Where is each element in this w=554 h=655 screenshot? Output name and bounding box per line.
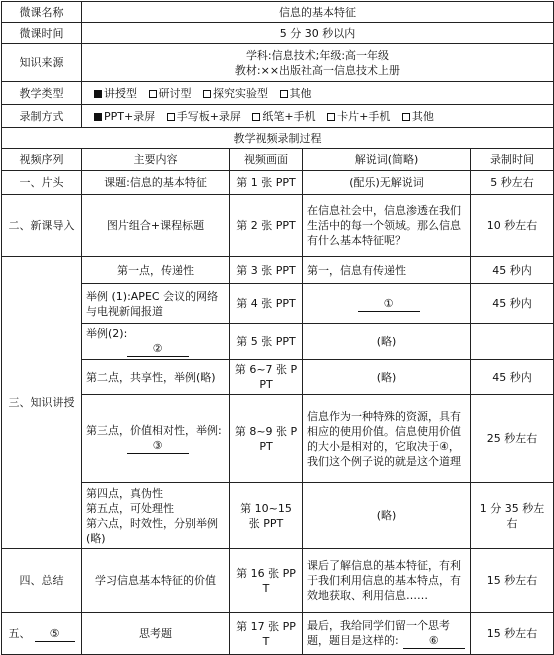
type-row [2, 82, 554, 105]
row5-time [471, 324, 554, 360]
record-checkbox-other [402, 113, 410, 121]
table-row [2, 395, 554, 483]
row5-content [82, 324, 230, 360]
type-option-lecture: 讲授型 [104, 86, 137, 100]
source-line-2: 教材:××出版社高一信息技术上册 [234, 63, 401, 77]
time-row [2, 23, 554, 44]
row3-time: 45 秒内 [471, 257, 554, 284]
row8-content [82, 483, 230, 549]
type-option-other: 其他 [289, 86, 312, 100]
row1-narration: (配乐)无解说词 [303, 171, 471, 195]
row1-content: 课题:信息的基本特征 [82, 171, 230, 195]
micro-lesson-table [1, 1, 554, 655]
source-label: 知识来源 [2, 44, 82, 82]
row6-content: 第二点，共享性，举例(略) [82, 360, 230, 395]
record-checkbox-paper [252, 113, 260, 121]
row9-sequence: 四、总结 [2, 549, 82, 613]
row5-content-label: 举例(2): [86, 327, 128, 340]
type-checkbox-lecture [94, 90, 102, 98]
row8-screen: 第 10~15 张 PPT [230, 483, 303, 549]
blank-6: ⑥ [403, 633, 465, 649]
table-row [2, 613, 554, 655]
table-row [2, 171, 554, 195]
row1-sequence: 一、片头 [2, 171, 82, 195]
record-checkbox-card [327, 113, 335, 121]
row6-time: 45 秒内 [471, 360, 554, 395]
row10-narration [303, 613, 471, 655]
col-header-sequence: 视频序列 [2, 149, 82, 171]
type-checkbox-discussion [149, 90, 157, 98]
source-line-1: 学科:信息技术;年级:高一年级 [245, 48, 390, 62]
source-value [82, 44, 554, 82]
blank-5: ⑤ [35, 626, 75, 642]
record-options [82, 105, 554, 128]
row6-screen: 第 6~7 张 PPT [230, 360, 303, 395]
title-value: 信息的基本特征 [82, 2, 554, 23]
table-row [2, 195, 554, 257]
table-row [2, 257, 554, 284]
record-option-other: 其他 [411, 109, 434, 123]
time-label: 微课时间 [2, 23, 82, 44]
row10-screen: 第 17 张 PPT [230, 613, 303, 655]
row9-narration: 课后了解信息的基本特征，有利于我们利用信息的基本特点，有效地获取、利用信息…… [303, 549, 471, 613]
record-option-card: 卡片+手机 [337, 109, 391, 123]
row10-time: 15 秒左右 [471, 613, 554, 655]
type-checkbox-inquiry [203, 90, 211, 98]
row7-content-label: 第三点，价值相对性，举例: [86, 424, 222, 437]
row3-sequence: 三、知识讲授 [2, 257, 82, 549]
type-checkbox-other [280, 90, 288, 98]
row10-sequence-label: 五、 [8, 626, 31, 640]
row6-narration: (略) [303, 360, 471, 395]
col-header-time: 录制时间 [471, 149, 554, 171]
table-row [2, 284, 554, 324]
row1-time: 5 秒左右 [471, 171, 554, 195]
record-option-tablet: 手写板+录屏 [176, 109, 241, 123]
row10-narration-text: 最后，我给同学们留一个思考题，题目是这样的: [307, 619, 450, 647]
type-options [82, 82, 554, 105]
col-header-screen: 视频画面 [230, 149, 303, 171]
table-row [2, 360, 554, 395]
blank-1: ① [358, 296, 420, 312]
title-row [2, 2, 554, 23]
row2-narration: 在信息社会中，信息渗透在我们生活中的每一个领域。那么信息有什么基本特征呢？ [303, 195, 471, 257]
type-label: 教学类型 [2, 82, 82, 105]
row4-narration [303, 284, 471, 324]
row8-content-line-3: 第六点，时效性，分别举例(略) [86, 516, 218, 545]
table-row [2, 324, 554, 360]
row10-sequence [2, 613, 82, 655]
row2-screen: 第 2 张 PPT [230, 195, 303, 257]
row2-sequence: 二、新课导入 [2, 195, 82, 257]
column-header-row [2, 149, 554, 171]
row8-time: 1 分 35 秒左右 [471, 483, 554, 549]
row10-content: 思考题 [82, 613, 230, 655]
row9-time: 15 秒左右 [471, 549, 554, 613]
row8-content-line-2: 第五点，可处理性 [86, 501, 174, 515]
row7-content [82, 395, 230, 483]
process-title: 教学视频录制过程 [2, 128, 554, 149]
type-option-inquiry: 探究实验型 [213, 86, 268, 100]
record-row [2, 105, 554, 128]
type-option-discussion: 研讨型 [158, 86, 192, 100]
process-title-row [2, 128, 554, 149]
row8-narration: (略) [303, 483, 471, 549]
table-row [2, 483, 554, 549]
row4-screen: 第 4 张 PPT [230, 284, 303, 324]
row3-screen: 第 3 张 PPT [230, 257, 303, 284]
table-row [2, 549, 554, 613]
row3-narration: 第一，信息有传递性 [303, 257, 471, 284]
title-label: 微课名称 [2, 2, 82, 23]
row8-content-line-1: 第四点，真伪性 [86, 486, 163, 500]
row2-time: 10 秒左右 [471, 195, 554, 257]
record-checkbox-ppt [94, 113, 102, 121]
row5-narration: (略) [303, 324, 471, 360]
record-option-ppt: PPT+录屏 [104, 109, 156, 123]
blank-3: ③ [127, 438, 189, 454]
row4-time: 45 秒内 [471, 284, 554, 324]
row7-screen: 第 8~9 张 PPT [230, 395, 303, 483]
record-label: 录制方式 [2, 105, 82, 128]
row1-screen: 第 1 张 PPT [230, 171, 303, 195]
lesson-plan-table-page [0, 1, 554, 650]
row5-screen: 第 5 张 PPT [230, 324, 303, 360]
row7-time: 25 秒左右 [471, 395, 554, 483]
row3-content: 第一点，传递性 [82, 257, 230, 284]
col-header-narration: 解说词(简略) [303, 149, 471, 171]
record-option-paper: 纸笔+手机 [262, 109, 316, 123]
record-checkbox-tablet [167, 113, 175, 121]
blank-2: ② [127, 341, 189, 357]
row9-content: 学习信息基本特征的价值 [82, 549, 230, 613]
row7-narration: 信息作为一种特殊的资源，具有相应的使用价值。信息使用价值的大小是相对的，它取决于④，我们这个例子说的就是这个道理 [303, 395, 471, 483]
time-value: 5 分 30 秒以内 [82, 23, 554, 44]
source-row [2, 44, 554, 82]
row9-screen: 第 16 张 PPT [230, 549, 303, 613]
row2-content: 图片组合+课程标题 [82, 195, 230, 257]
row4-content: 举例 (1):APEC 会议的网络与电视新闻报道 [82, 284, 230, 324]
col-header-content: 主要内容 [82, 149, 230, 171]
